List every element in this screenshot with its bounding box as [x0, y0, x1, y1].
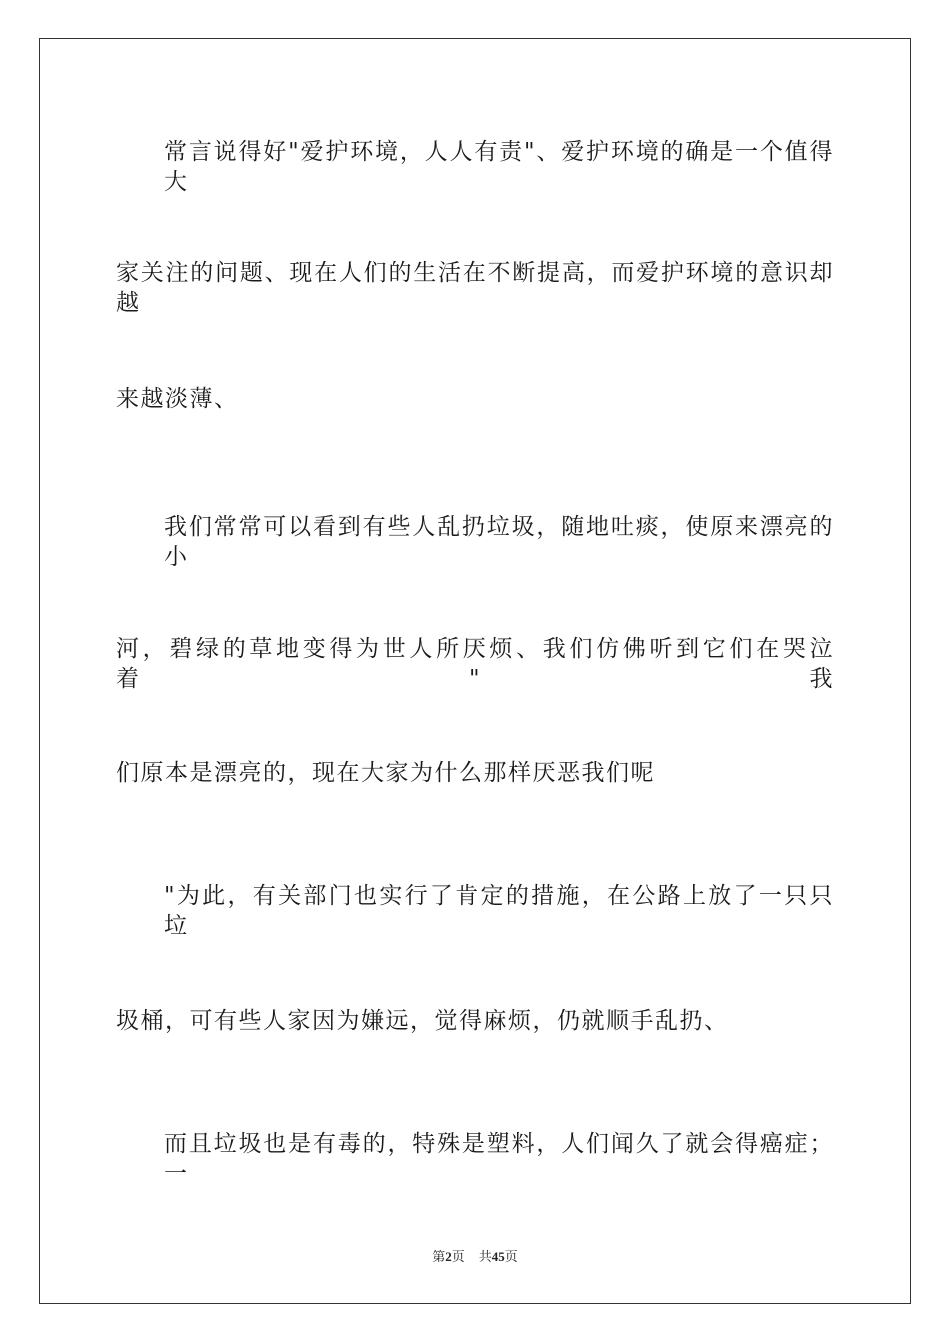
text-line-6: 们原本是漂亮的，现在大家为什么那样厌恶我们呢 [116, 760, 655, 786]
text-line-9: 而且垃圾也是有毒的，特殊是塑料，人们闻久了就会得癌症；一 [164, 1131, 834, 1187]
text-line-2: 家关注的问题、现在人们的生活在不断提高，而爱护环境的意识却越 [116, 260, 834, 316]
text-line-1: 常言说得好"爱护环境，人人有责"、爱护环境的确是一个值得大 [164, 139, 834, 195]
page-footer [0, 1248, 950, 1267]
total-prefix: 共 [478, 1250, 492, 1265]
text-line-8: 圾桶，可有些人家因为嫌远，觉得麻烦，仍就顺手乱扔、 [116, 1008, 729, 1034]
total-suffix: 页 [504, 1250, 518, 1265]
text-line-4: 我们常常可以看到有些人乱扔垃圾，随地吐痰，使原来漂亮的小 [164, 514, 834, 570]
total-pages: 45 [491, 1249, 505, 1264]
text-line-3: 来越淡薄、 [116, 386, 239, 412]
page-number: 2 [445, 1249, 452, 1264]
page-suffix: 页 [451, 1250, 465, 1265]
page-prefix: 第 [432, 1250, 446, 1265]
text-line-5: 河，碧绿的草地变得为世人所厌烦、我们仿佛听到它们在哭泣着"我 [116, 636, 834, 692]
text-line-7: "为此，有关部门也实行了肯定的措施，在公路上放了一只只垃 [164, 883, 834, 939]
